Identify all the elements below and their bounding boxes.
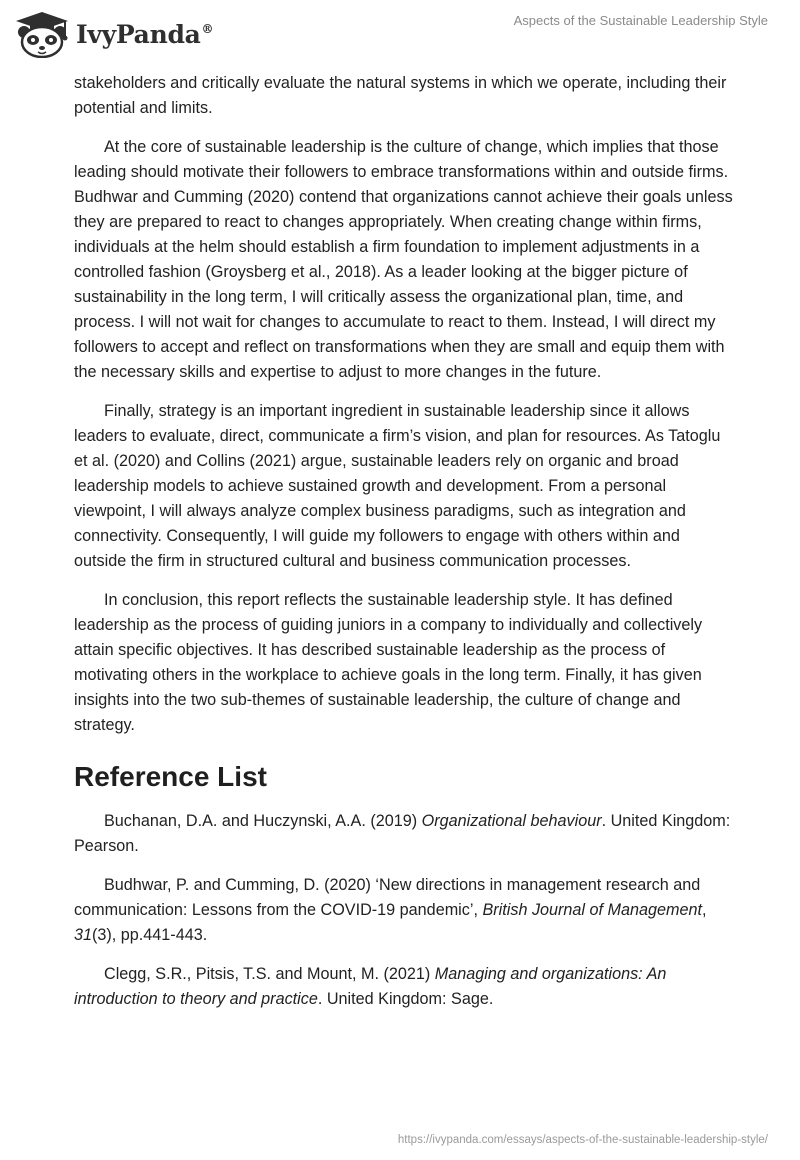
page-header (0, 0, 800, 70)
reference-entry: Buchanan, D.A. and Huczynski, A.A. (2019) Organizational behaviour. United Kingdom: Pearson. (74, 812, 731, 855)
body-paragraph: In conclusion, this report reflects the sustainable leadership style. It has defined leadership as the process of guiding juniors in a company to individually and collectively attain specific objectives. It has described sustainable leadership as the process of motivating others in the workplace to achieve goals in the long term. Finally, it has given insights into the two sub-themes of sustainable leadership, the culture of change and strategy. (74, 591, 703, 734)
panda-graduate-icon (14, 10, 70, 58)
brand-name: IvyPanda® (76, 19, 214, 49)
source-url-link[interactable]: https://ivypanda.com/essays/aspects-of-the-sustainable-leadership-style/ (397, 1134, 768, 1146)
body-paragraph: At the core of sustainable leadership is the culture of change, which implies that those leading should motivate their followers to embrace transformations within and outside firms. Budhwar and Cumming (2020) contend that organizations cannot achieve their goals unless they are prepared to react to changes appropriately. When creating change within firms, individuals at the helm should establish a firm foundation to implement adjustments in a controlled fashion (Groysberg et al., 2018). As a leader looking at the bigger picture of sustainability in the long term, I will critically assess the organizational plan, time, and process. I will not wait for changes to accumulate to react to them. Instead, I will direct my followers to accept and reflect on transformations when they are small and equip them with the necessary skills and expertise to adjust to more changes in the future. (74, 138, 733, 381)
reference-list-heading: Reference List (74, 761, 267, 792)
essay-content (74, 71, 734, 1026)
brand-logo[interactable] (14, 8, 244, 60)
reference-entry: Clegg, S.R., Pitsis, T.S. and Mount, M. (2021) Managing and organizations: An introduction to theory and practice. United Kingdom: Sage. (74, 965, 667, 1008)
document-title: Aspects of the Sustainable Leadership Style (513, 13, 768, 28)
body-paragraph: stakeholders and critically evaluate the natural systems in which we operate, including their potential and limits. (74, 74, 727, 117)
body-paragraph: Finally, strategy is an important ingredient in sustainable leadership since it allows leaders to evaluate, direct, communicate a firm’s vision, and plan for resources. As Tatoglu et al. (2020) and Collins (2021) argue, sustainable leaders rely on organic and broad leadership models to achieve sustained growth and development. From a personal viewpoint, I will always analyze complex business paradigms, such as integration and connectivity. Consequently, I will guide my followers to engage with others within and outside the firm in structured cultural and business communication processes. (74, 402, 721, 570)
reference-entry: Budhwar, P. and Cumming, D. (2020) ‘New directions in management research and communication: Lessons from the COVID-19 pandemic’, British Journal of Management, 31(3), pp.441-443. (74, 876, 707, 944)
